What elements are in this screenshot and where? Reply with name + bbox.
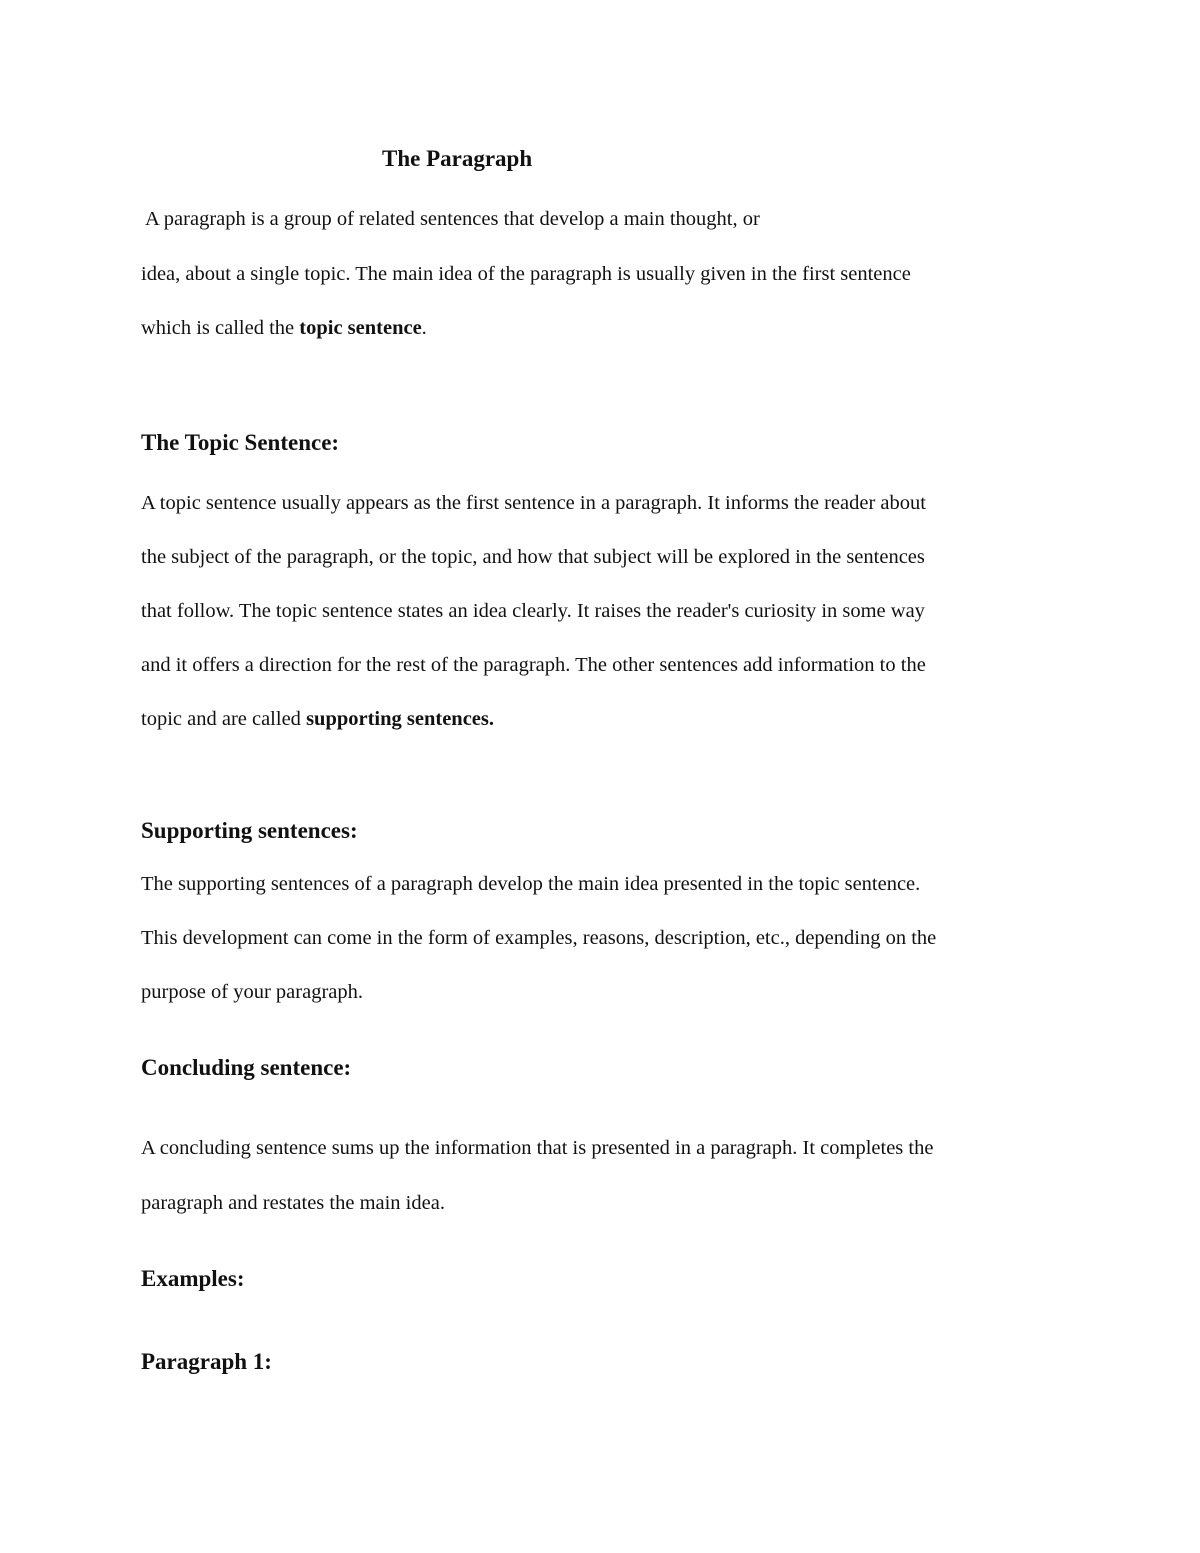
concluding-line-2: paragraph and restates the main idea. [141,1192,445,1214]
intro-line-2: idea, about a single topic. The main idea of the paragraph is usually given in the first sentence [141,263,911,285]
topic-sentence-line-4: and it offers a direction for the rest of the paragraph. The other sentences add information to the [141,654,926,676]
paragraph-1-heading: Paragraph 1: [141,1349,272,1374]
supporting-line-3: purpose of your paragraph. [141,981,364,1003]
supporting-line-1: The supporting sentences of a paragraph develop the main idea presented in the topic sentence. [141,873,921,895]
supporting-line-2: This development can come in the form of examples, reasons, description, etc., depending on the [141,927,937,949]
supporting-sentences-heading: Supporting sentences: [141,818,358,843]
topic-sentence-line-5-text: topic and are called [141,708,307,730]
concluding-line-1: A concluding sentence sums up the information that is presented in a paragraph. It completes the [141,1137,934,1159]
supporting-sentences-term: supporting sentences. [306,708,494,730]
page-title: The Paragraph [382,146,533,171]
intro-line-1: A paragraph is a group of related sentences that develop a main thought, or [145,208,760,230]
topic-sentence-term: topic sentence [299,317,422,339]
topic-sentence-line-3: that follow. The topic sentence states an idea clearly. It raises the reader's curiosity in some way [141,600,925,622]
intro-line-3-text: which is called the [141,317,300,339]
intro-line-3 [141,316,427,340]
topic-sentence-heading: The Topic Sentence: [141,430,340,455]
concluding-sentence-heading: Concluding sentence: [141,1055,352,1080]
topic-sentence-line-2: the subject of the paragraph, or the topic, and how that subject will be explored in the sentences [141,546,925,568]
topic-sentence-line-5 [141,707,494,731]
intro-line-3-period: . [421,317,427,339]
examples-heading: Examples: [141,1266,245,1291]
topic-sentence-line-1: A topic sentence usually appears as the first sentence in a paragraph. It informs the reader about [141,492,926,514]
